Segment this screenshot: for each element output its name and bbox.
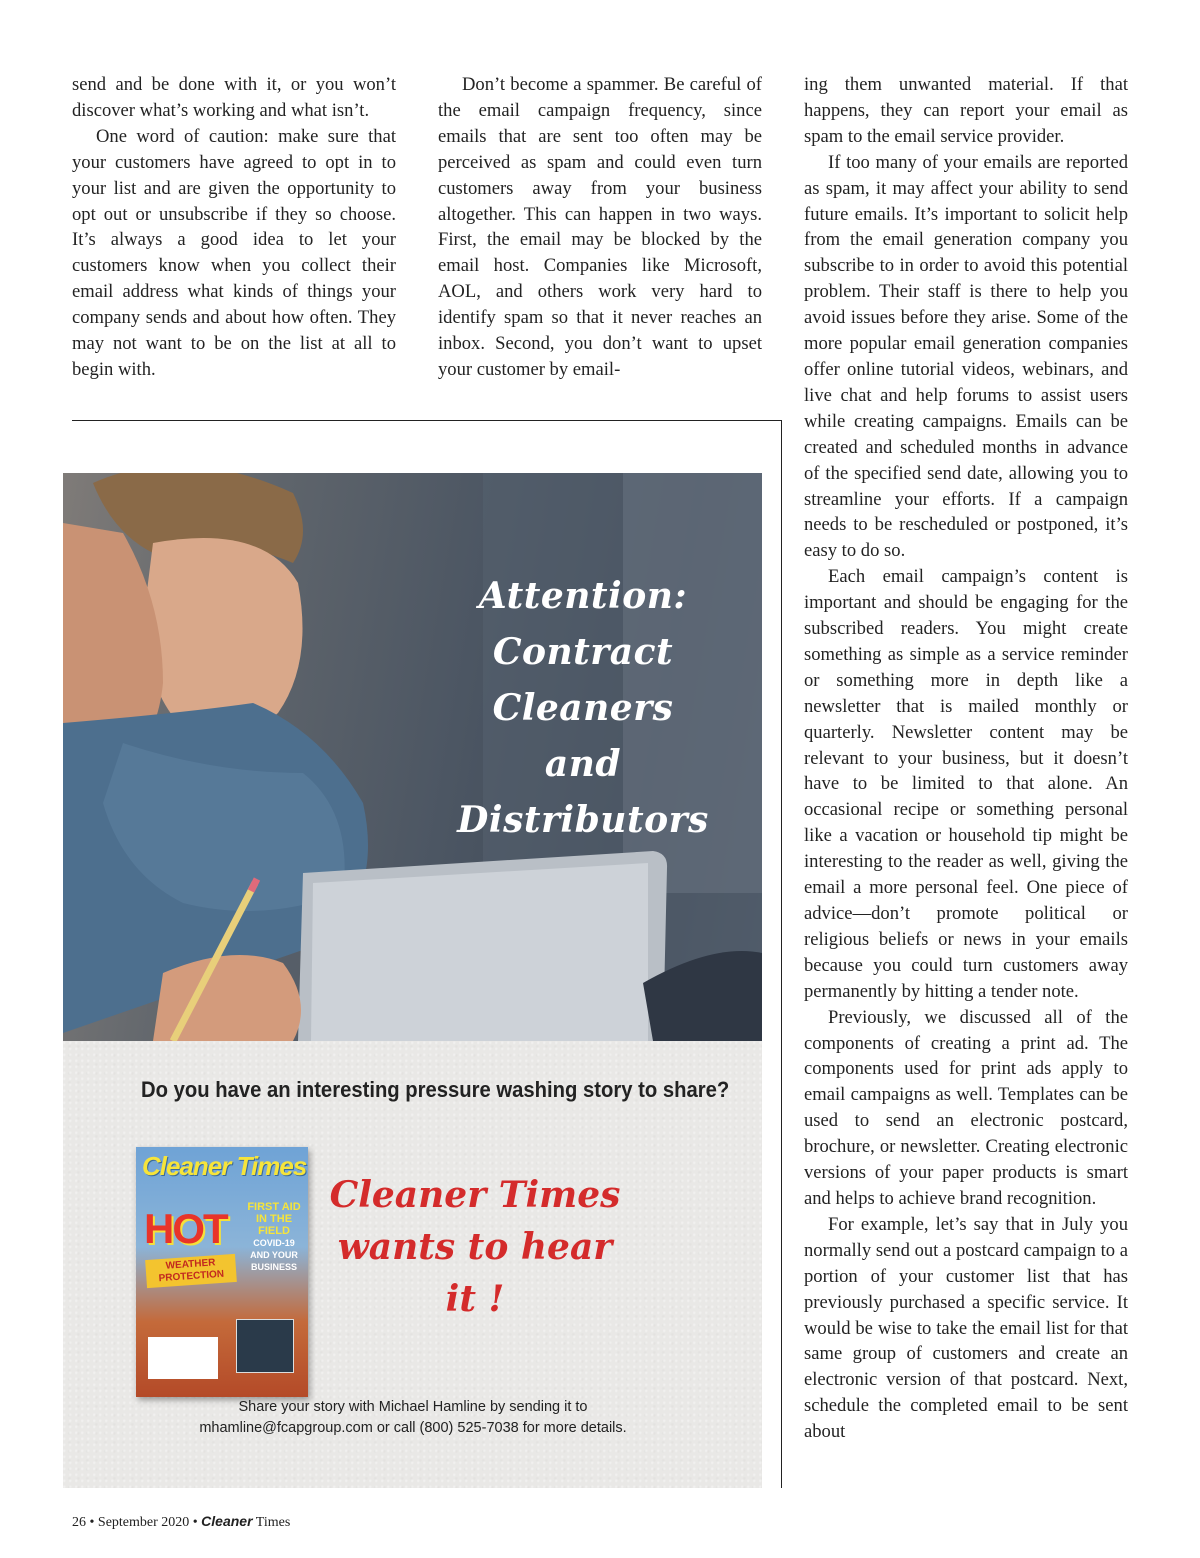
paragraph: For example, let’s say that in July you normally send out a postcard campaign to a portion of your customer list that has previously purchased a specific service. It would be wise to take the email list for that same group of customers and create an electronic version of that postcard. Next, schedule the completed email to be sent about bbox=[804, 1213, 1128, 1443]
ad-top-divider bbox=[72, 420, 782, 421]
paragraph: send and be done with it, or you won’t discover what’s working and what isn’t. bbox=[72, 74, 396, 121]
article-column-2 bbox=[438, 72, 762, 383]
paragraph: Previously, we discussed all of the components of creating a print ad. The components used for print ads apply to email campaigns as well. Templates can be used to send an electronic postcard, brochure, or newsletter. Creating electronic versions of your paper products is smart and helps to achieve brand recognition. bbox=[804, 1006, 1128, 1209]
column-divider bbox=[781, 420, 782, 1488]
paragraph: Don’t become a spammer. Be careful of the email campaign frequency, since emails that are sent too often may be perceived as spam and could even turn customers away from your business altogether. This can happen in two ways. First, the email may be blocked by the email host. Companies like Microsoft, AOL, and others work very hard to identify spam so that it never reaches an inbox. Second, you don’t want to upset your customer by email- bbox=[438, 74, 762, 380]
magazine-hot: HOT bbox=[144, 1205, 227, 1252]
magazine-side-line: IN THE FIELD bbox=[255, 1213, 293, 1237]
ad-headline-line: and Distributors bbox=[457, 743, 709, 841]
article-column-1 bbox=[72, 72, 396, 383]
magazine-side-text bbox=[244, 1201, 304, 1273]
ad-headline-line: Attention: bbox=[478, 575, 688, 617]
paragraph: If too many of your emails are reported as spam, it may affect your ability to send future emails. It’s important to solicit help from the email generation company you subscribe to in order to avoid this potential problem. Their staff is there to help you avoid issues before they arise. Some of the more popular email generation companies offer online tutorial videos, webinars, and live chat and help forums to assist users while creating campaigns. Emails can be created and scheduled months in advance of the specified send date, allowing you to streamline your efforts. If a campaign needs to be rescheduled or postponed, it’s easy to do so. bbox=[804, 151, 1128, 562]
magazine-side-line: FIRST AID bbox=[247, 1201, 301, 1213]
ad-cta-line: wants to hear it ! bbox=[337, 1226, 613, 1320]
ad-headline-line: Contract Cleaners bbox=[492, 631, 674, 729]
magazine-weather-banner bbox=[145, 1254, 237, 1288]
ad-share-line: Share your story with Michael Hamline by sending it to bbox=[238, 1399, 588, 1415]
advertisement bbox=[63, 473, 762, 1488]
magazine-cover-image bbox=[136, 1147, 308, 1397]
ad-contact-info bbox=[163, 1397, 663, 1439]
paragraph: One word of caution: make sure that your customers have agreed to opt in to your list and are given the opportunity to opt out or unsubscribe if they so choose. It’s always a good idea to let your customers know when you collect their email address what kinds of things your company sends and about how often. They may not want to be on the list at all to begin with. bbox=[72, 125, 396, 380]
footer-prefix: 26 • September 2020 • bbox=[72, 1515, 202, 1530]
paragraph: ing them unwanted material. If that happens, they can report your email as spam to the email service provider. bbox=[804, 74, 1128, 147]
ad-cta-line: Cleaner Times bbox=[329, 1174, 621, 1216]
paragraph: Each email campaign’s content is important and should be engaging for the subscribed readers. You might create something as simple as a service reminder or something more in depth like a newsletter that is mailed monthly or quarterly. Newsletter content may be relevant to your business, but it doesn’t have to be limited to that alone. An occasional recipe or something personal like a vacation or household tip might be interesting to the reader as well, giving the email a more personal feel. One piece of advice—don’t promote political or religious beliefs or news in your emails because you could turn customers away permanently by hitting a tender note. bbox=[804, 566, 1128, 1002]
ad-headline bbox=[423, 568, 743, 848]
magazine-weather-line: WEATHER bbox=[165, 1257, 216, 1272]
magazine-side-line: COVID-19 bbox=[253, 1238, 295, 1248]
page-footer bbox=[72, 1513, 290, 1531]
ad-call-to-action bbox=[325, 1169, 625, 1325]
footer-brand: Cleaner bbox=[201, 1513, 253, 1529]
article-column-3 bbox=[804, 72, 1128, 1445]
magazine-title: Cleaner Times bbox=[142, 1151, 307, 1181]
magazine-side-line: AND YOUR bbox=[250, 1250, 298, 1260]
ad-lower-panel bbox=[63, 1041, 762, 1488]
ad-question: Do you have an interesting pressure washing story to share? bbox=[141, 1077, 730, 1102]
magazine-inset-ad bbox=[236, 1319, 294, 1373]
footer-suffix: Times bbox=[252, 1515, 291, 1530]
magazine-weather-line: PROTECTION bbox=[158, 1268, 225, 1285]
ad-photo-man-with-laptop bbox=[63, 473, 762, 1041]
ad-share-line: mhamline@fcapgroup.com or call (800) 525-7038 for more details. bbox=[199, 1420, 627, 1436]
magazine-address-label bbox=[148, 1337, 218, 1379]
magazine-side-line: BUSINESS bbox=[250, 1262, 297, 1272]
